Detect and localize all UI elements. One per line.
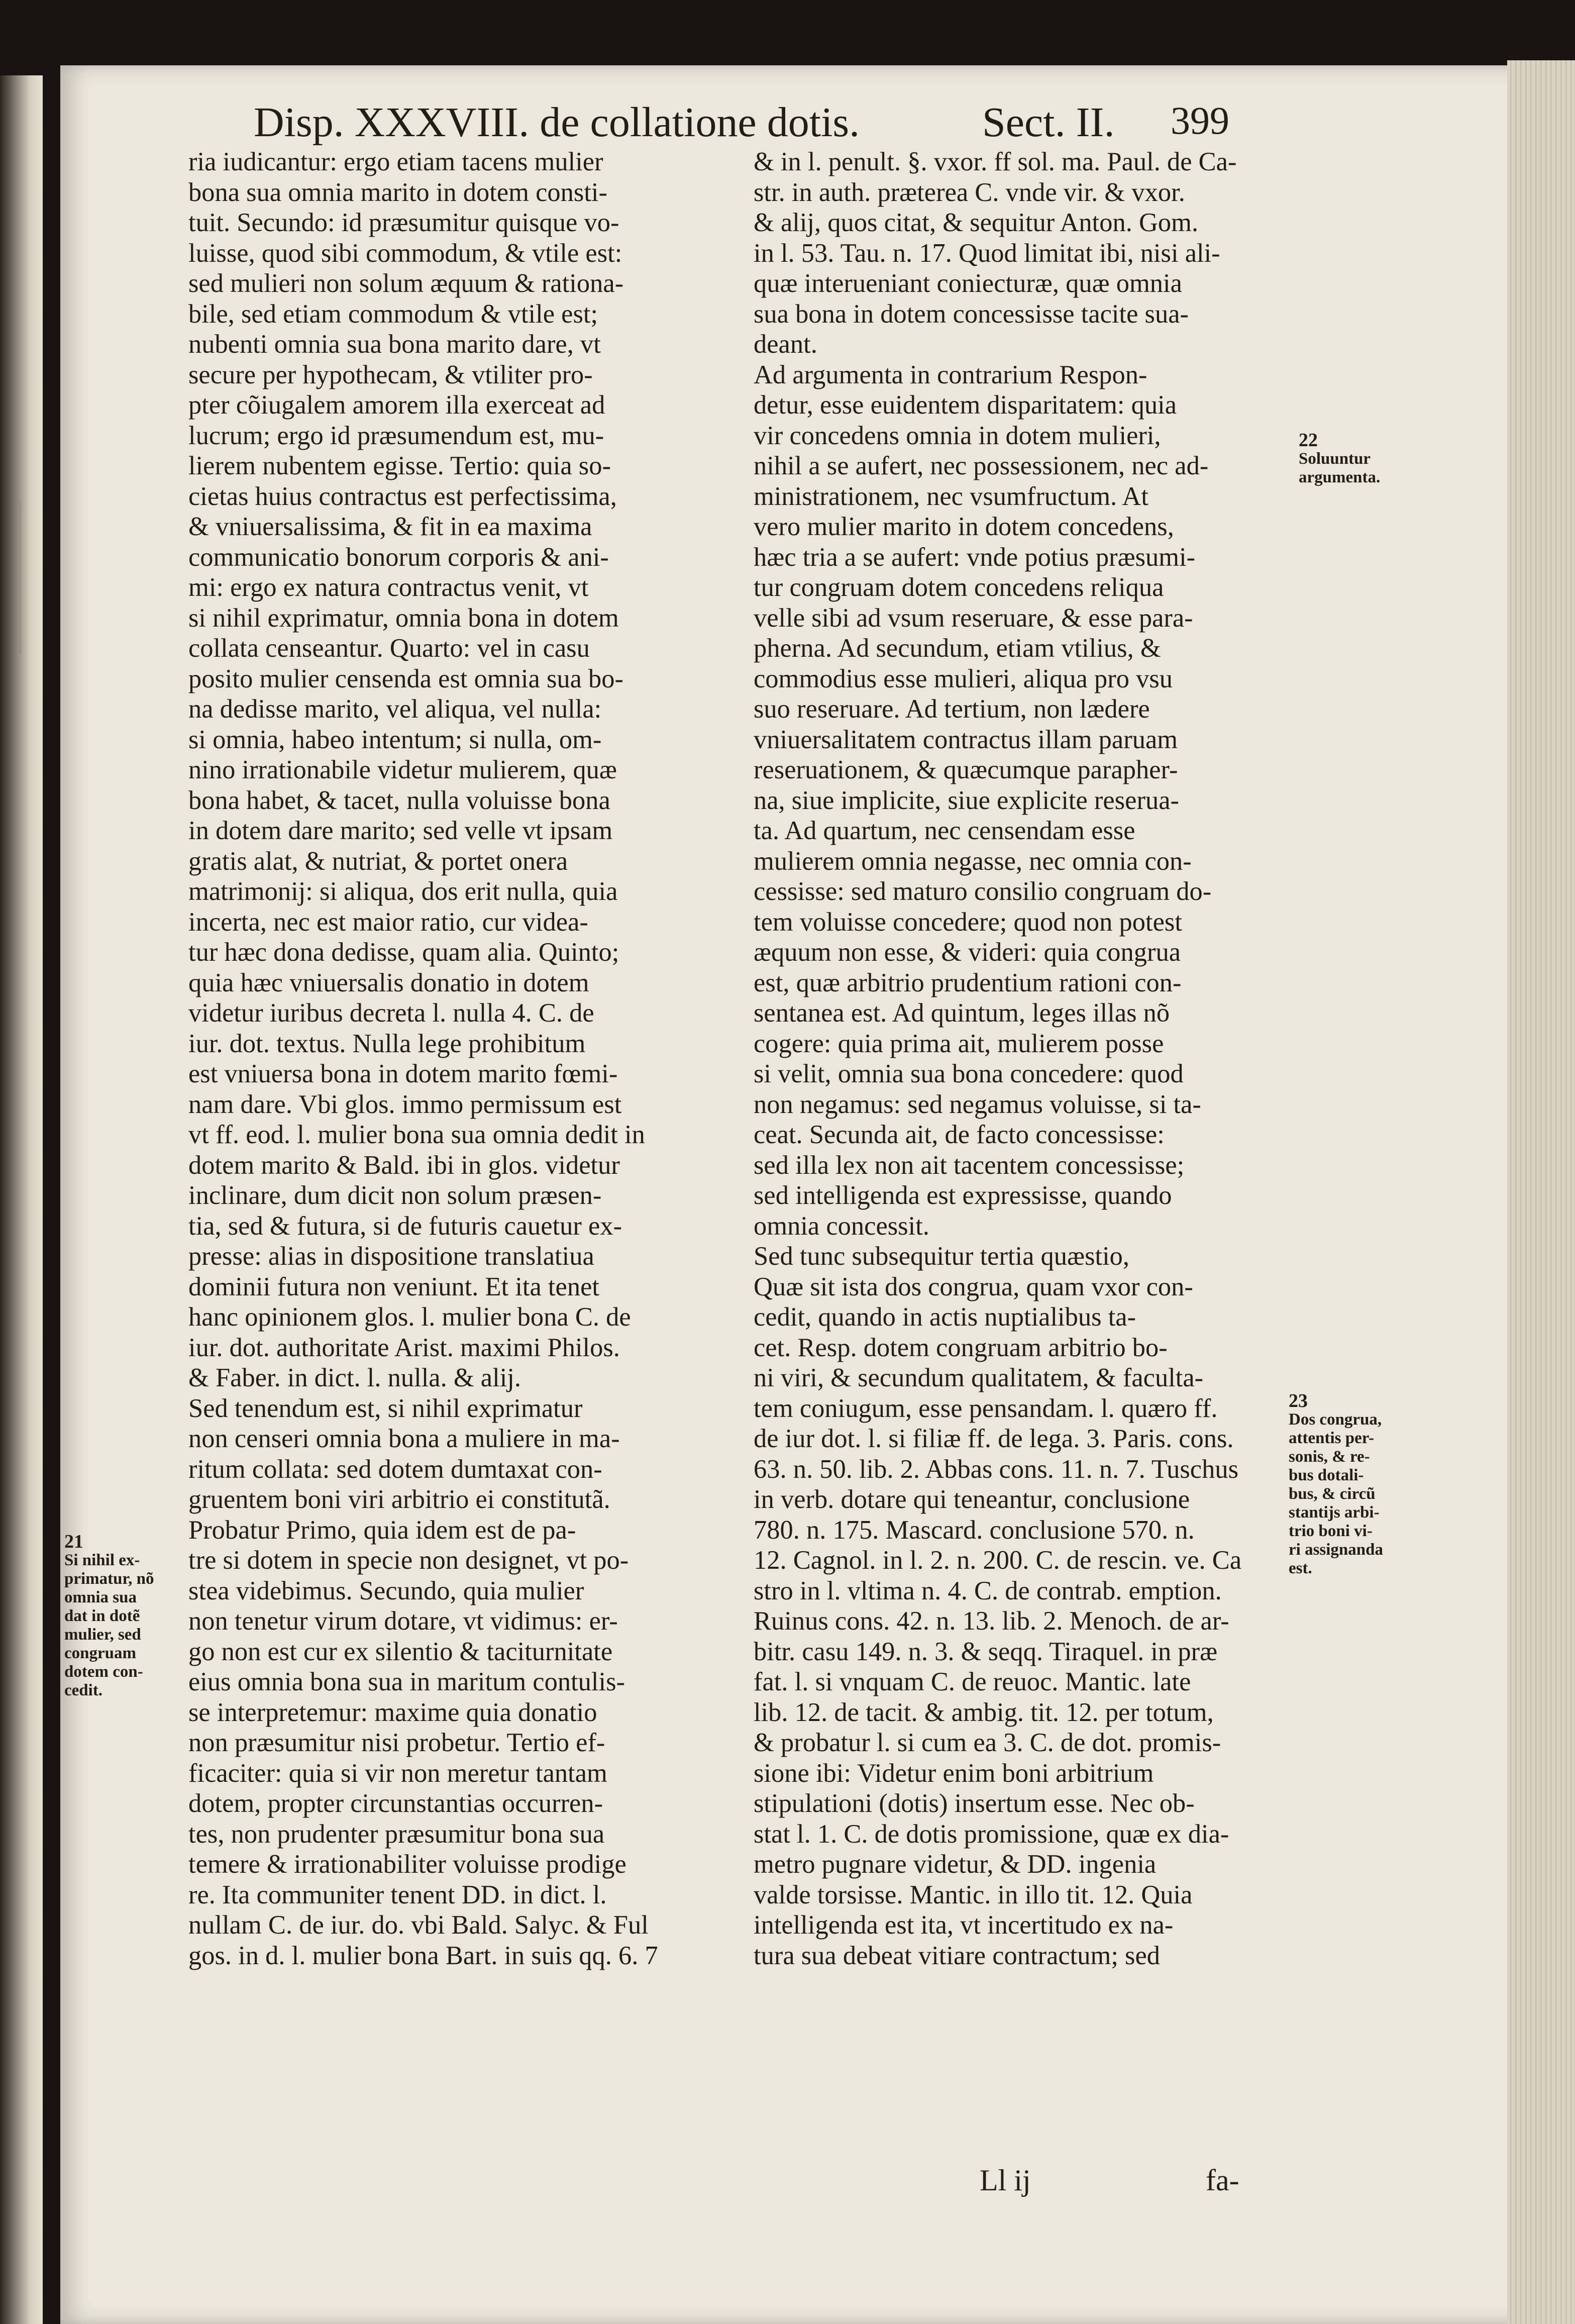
text-line: tre si dotem in specie non designet, vt po-	[188, 1546, 629, 1575]
text-line: & probatur l. si cum ea 3. C. de dot. promis-	[754, 1728, 1221, 1757]
text-line: nihil a se aufert, nec possessionem, nec ad-	[754, 451, 1209, 480]
text-line: est, quæ arbitrio prudentium rationi con-	[754, 968, 1182, 997]
text-line: & alij, quos citat, & sequitur Anton. Gom.	[754, 208, 1199, 237]
text-line: nino irrationabile videtur mulierem, quæ	[188, 755, 617, 784]
text-line: cet. Resp. dotem congruam arbitrio bo-	[754, 1333, 1168, 1362]
text-line: detur, esse euidentem disparitatem: quia	[754, 390, 1177, 420]
text-line: hanc opinionem glos. l. mulier bona C. de	[188, 1302, 631, 1332]
text-line: est vniuersa bona in dotem marito fœmi-	[188, 1059, 618, 1088]
text-line: dotem marito & Bald. ibi in glos. videtur	[188, 1150, 620, 1180]
text-line: mulierem omnia negasse, nec omnia con-	[754, 846, 1192, 876]
text-line: secure per hypothecam, & vtiliter pro-	[188, 360, 593, 389]
text-line: si velit, omnia sua bona concedere: quod	[754, 1059, 1184, 1088]
text-line: si omnia, habeo intentum; si nulla, om-	[188, 725, 602, 754]
margin-note-line: ri assignanda	[1289, 1541, 1383, 1559]
text-line: sione ibi: Videtur enim boni arbitrium	[754, 1758, 1154, 1788]
text-line: Ad argumenta in contrarium Respon-	[754, 360, 1147, 389]
text-line: ria iudicantur: ergo etiam tacens mulier	[188, 147, 603, 176]
text-line: in verb. dotare qui teneantur, conclusione	[754, 1485, 1190, 1514]
margin-note-line: bus dotali-	[1289, 1466, 1364, 1484]
margin-note-number: 23	[1289, 1390, 1308, 1411]
text-line: metro pugnare videtur, & DD. ingenia	[754, 1850, 1157, 1879]
margin-note-line: argumenta.	[1299, 468, 1381, 486]
text-line: se interpretemur: maxime quia donatio	[188, 1697, 597, 1727]
text-line: valde torsisse. Mantic. in illo tit. 12. Quia	[754, 1880, 1193, 1909]
text-line: sed mulieri non solum æquum & rationa-	[188, 269, 624, 298]
margin-note-line: cedit.	[64, 1681, 103, 1699]
text-line: eius omnia bona sua in maritum contulis-	[188, 1667, 625, 1696]
text-line: stipulationi (dotis) insertum esse. Nec ob-	[754, 1789, 1195, 1818]
text-line: iur. dot. textus. Nulla lege prohibitum	[188, 1029, 586, 1058]
text-line: lucrum; ergo id præsumendum est, mu-	[188, 421, 604, 450]
text-line: in l. 53. Tau. n. 17. Quod limitat ibi, nisi ali-	[754, 238, 1220, 268]
text-line: Sed tenendum est, si nihil exprimatur	[188, 1393, 583, 1423]
text-line: velle sibi ad vsum reseruare, & esse para-	[754, 603, 1193, 633]
margin-note-22	[1299, 431, 1419, 487]
margin-note-line: Si nihil ex-	[64, 1551, 140, 1569]
text-line: presse: alias in dispositione translatiua	[188, 1242, 594, 1271]
text-line: cogere: quia prima ait, mulierem posse	[754, 1029, 1164, 1058]
text-line: si nihil exprimatur, omnia bona in dotem	[188, 603, 619, 633]
text-line: pherna. Ad secundum, etiam vtilius, &	[754, 634, 1161, 663]
text-line: fat. l. si vnquam C. de reuoc. Mantic. late	[754, 1667, 1191, 1696]
text-line: videtur iuribus decreta l. nulla 4. C. de	[188, 998, 594, 1028]
text-line: iur. dot. authoritate Arist. maximi Philos.	[188, 1333, 620, 1362]
facing-page-margin	[0, 502, 21, 653]
margin-note-line: Dos congrua,	[1289, 1410, 1382, 1429]
text-line: re. Ita communiter tenent DD. in dict. l.	[188, 1880, 607, 1909]
margin-note-line: mulier, sed	[64, 1626, 141, 1644]
text-line: nullam C. de iur. do. vbi Bald. Salyc. & Ful	[188, 1910, 649, 1940]
margin-note-line: Soluuntur	[1299, 450, 1371, 468]
margin-note-number: 21	[64, 1531, 83, 1552]
text-line: reseruationem, & quæcumque parapher-	[754, 755, 1178, 784]
text-line: lib. 12. de tacit. & ambig. tit. 12. per totum,	[754, 1697, 1214, 1727]
text-line: Sed tunc subsequitur tertia quæstio,	[754, 1242, 1130, 1271]
text-line: commodius esse mulieri, aliqua pro vsu	[754, 664, 1173, 693]
margin-note-line: dotem con-	[64, 1663, 143, 1681]
text-line: non tenetur virum dotare, vt vidimus: er-	[188, 1606, 618, 1636]
text-line: ritum collata: sed dotem dumtaxat con-	[188, 1454, 602, 1484]
margin-note-line: est.	[1289, 1559, 1312, 1577]
text-line: æquum non esse, & videri: quia congrua	[754, 938, 1181, 967]
text-line: luisse, quod sibi commodum, & vtile est:	[188, 238, 622, 268]
text-line: cessisse: sed maturo consilio congruam do-	[754, 877, 1212, 906]
margin-note-number: 22	[1299, 430, 1318, 451]
margin-note-line: dat in dotẽ	[64, 1607, 140, 1625]
text-line: bitr. casu 149. n. 3. & seqq. Tiraquel. in præ	[754, 1637, 1218, 1666]
text-line: gratis alat, & nutriat, & portet onera	[188, 846, 568, 876]
text-line: nubenti omnia sua bona marito dare, vt	[188, 330, 601, 359]
text-line: str. in auth. præterea C. vnde vir. & vxor.	[754, 177, 1185, 207]
text-line: omnia concessit.	[754, 1211, 929, 1241]
text-line: ni viri, & secundum qualitatem, & faculta-	[754, 1363, 1204, 1392]
text-line: cietas huius contractus est perfectissima,	[188, 481, 617, 511]
text-line: non præsumitur nisi probetur. Tertio ef-	[188, 1728, 605, 1757]
text-line: & in l. penult. §. vxor. ff sol. ma. Paul. de Ca-	[754, 147, 1237, 176]
text-line: incerta, nec est maior ratio, cur videa-	[188, 907, 588, 937]
text-line: stat l. 1. C. de dotis promissione, quæ ex dia-	[754, 1819, 1229, 1849]
text-line: pter cõiugalem amorem illa exerceat ad	[188, 390, 605, 420]
text-line: stea videbimus. Secundo, quia mulier	[188, 1576, 584, 1605]
text-line: tur hæc dona dedisse, quam alia. Quinto;	[188, 938, 619, 967]
margin-note-line: congruam	[64, 1644, 136, 1662]
signature-mark: Ll ij	[980, 2164, 1031, 2197]
text-line: de iur dot. l. si filiæ ff. de lega. 3. Paris. cons.	[754, 1424, 1234, 1453]
text-line: lierem nubentem egisse. Tertio: quia so-	[188, 451, 611, 480]
margin-note-23	[1289, 1392, 1419, 1578]
text-line: vniuersalitatem contractus illam paruam	[754, 725, 1178, 754]
text-line: bile, sed etiam commodum & vtile est;	[188, 299, 598, 329]
text-line: sentanea est. Ad quintum, leges illas nõ	[754, 998, 1170, 1028]
margin-note-line: primatur, nõ	[64, 1570, 154, 1588]
page-stack-edge	[1507, 60, 1575, 2324]
text-line: nam dare. Vbi glos. immo permissum est	[188, 1089, 622, 1119]
margin-note-21	[64, 1533, 175, 1700]
text-line: vir concedens omnia in dotem mulieri,	[754, 421, 1161, 450]
text-line: gos. in d. l. mulier bona Bart. in suis qq. 6. 7	[188, 1941, 658, 1970]
text-line: non negamus: sed negamus voluisse, si ta-	[754, 1089, 1201, 1119]
text-line: na dedisse marito, vel aliqua, vel nulla:	[188, 694, 602, 724]
text-line: sua bona in dotem concessisse tacite sua-	[754, 299, 1189, 329]
text-line: communicatio bonorum corporis & ani-	[188, 542, 609, 572]
text-line: ministrationem, nec vsumfructum. At	[754, 481, 1148, 511]
margin-note-line: trio boni vi-	[1289, 1522, 1373, 1540]
text-line: vt ff. eod. l. mulier bona sua omnia dedit in	[188, 1120, 645, 1149]
text-line: Probatur Primo, quia idem est de pa-	[188, 1515, 576, 1545]
text-line: posito mulier censenda est omnia sua bo-	[188, 664, 624, 693]
text-line: sed illa lex non ait tacentem concessisse;	[754, 1150, 1185, 1180]
text-line: & Faber. in dict. l. nulla. & alij.	[188, 1363, 521, 1392]
text-line: gruentem boni viri arbitrio ei constitutã.	[188, 1485, 610, 1514]
text-line: sed intelligenda est expressisse, quando	[754, 1181, 1172, 1210]
text-line: stro in l. vltima n. 4. C. de contrab. emption.	[754, 1576, 1222, 1605]
text-line: 780. n. 175. Mascard. conclusione 570. n.	[754, 1515, 1195, 1545]
text-line: dotem, propter circunstantias occurren-	[188, 1789, 603, 1818]
text-line: go non est cur ex silentio & taciturnitate	[188, 1637, 613, 1666]
text-line: Ruinus cons. 42. n. 13. lib. 2. Menoch. de ar-	[754, 1606, 1229, 1636]
text-line: dominii futura non veniunt. Et ita tenet	[188, 1272, 599, 1301]
text-line: suo reseruare. Ad tertium, non lædere	[754, 694, 1150, 724]
page-number: 399	[1171, 98, 1229, 142]
header-title: Disp. XXXVIII. de collatione dotis.	[254, 99, 860, 146]
text-line: matrimonij: si aliqua, dos erit nulla, quia	[188, 877, 618, 906]
text-line: ta. Ad quartum, nec censendam esse	[754, 816, 1135, 845]
text-line: quæ interueniant coniecturæ, quæ omnia	[754, 269, 1182, 298]
text-line: collata censeantur. Quarto: vel in casu	[188, 634, 590, 663]
text-line: vero mulier marito in dotem concedens,	[754, 512, 1174, 541]
text-line: temere & irrationabiliter voluisse prodige	[188, 1850, 626, 1879]
margin-note-line: omnia sua	[64, 1588, 137, 1606]
margin-note-line: stantijs arbi-	[1289, 1503, 1380, 1522]
text-line: tur congruam dotem concedens reliqua	[754, 573, 1164, 602]
text-line: quia hæc vniuersalis donatio in dotem	[188, 968, 589, 997]
text-line: tes, non prudenter præsumitur bona sua	[188, 1819, 605, 1849]
catchword: fa-	[1206, 2164, 1239, 2197]
right-text-column	[754, 147, 1291, 1971]
text-line: bona habet, & tacet, nulla voluisse bona	[188, 785, 610, 815]
text-line: bona sua omnia marito in dotem consti-	[188, 177, 608, 207]
text-line: tia, sed & futura, si de futuris cauetur ex-	[188, 1211, 622, 1241]
left-text-column	[188, 147, 731, 1971]
text-line: tura sua debeat vitiare contractum; sed	[754, 1941, 1161, 1970]
margin-note-line: attentis per-	[1289, 1429, 1375, 1447]
text-line: ficaciter: quia si vir non meretur tantam	[188, 1758, 607, 1788]
text-line: cedit, quando in actis nuptialibus ta-	[754, 1302, 1136, 1332]
text-line: Quæ sit ista dos congrua, quam vxor con-	[754, 1272, 1193, 1301]
text-line: deant.	[754, 330, 817, 359]
text-line: 12. Cagnol. in l. 2. n. 200. C. de rescin. ve. Ca	[754, 1546, 1242, 1575]
text-line: na, siue implicite, siue explicite reserua-	[754, 785, 1179, 815]
header-section: Sect. II.	[982, 99, 1115, 146]
running-header	[254, 98, 1575, 148]
text-line: tuit. Secundo: id præsumitur quisque vo-	[188, 208, 619, 237]
text-line: mi: ergo ex natura contractus venit, vt	[188, 573, 589, 602]
text-line: inclinare, dum dicit non solum præsen-	[188, 1181, 602, 1210]
text-line: & vniuersalissima, & fit in ea maxima	[188, 512, 592, 541]
text-line: hæc tria a se aufert: vnde potius præsumi-	[754, 542, 1196, 572]
text-line: ceat. Secunda ait, de facto concessisse:	[754, 1120, 1165, 1149]
text-line: in dotem dare marito; sed velle vt ipsam	[188, 816, 613, 845]
text-line: intelligenda est ita, vt incertitudo ex na-	[754, 1910, 1174, 1940]
margin-note-line: sonis, & re-	[1289, 1448, 1370, 1466]
margin-note-line: bus, & circũ	[1289, 1485, 1376, 1503]
facing-page-edge	[0, 75, 43, 2324]
text-line: 63. n. 50. lib. 2. Abbas cons. 11. n. 7. Tuschus	[754, 1454, 1239, 1484]
text-line: tem voluisse concedere; quod non potest	[754, 907, 1182, 937]
text-line: non censeri omnia bona a muliere in ma-	[188, 1424, 620, 1453]
text-line: tem coniugum, esse pensandam. l. quæro ff.	[754, 1393, 1218, 1423]
